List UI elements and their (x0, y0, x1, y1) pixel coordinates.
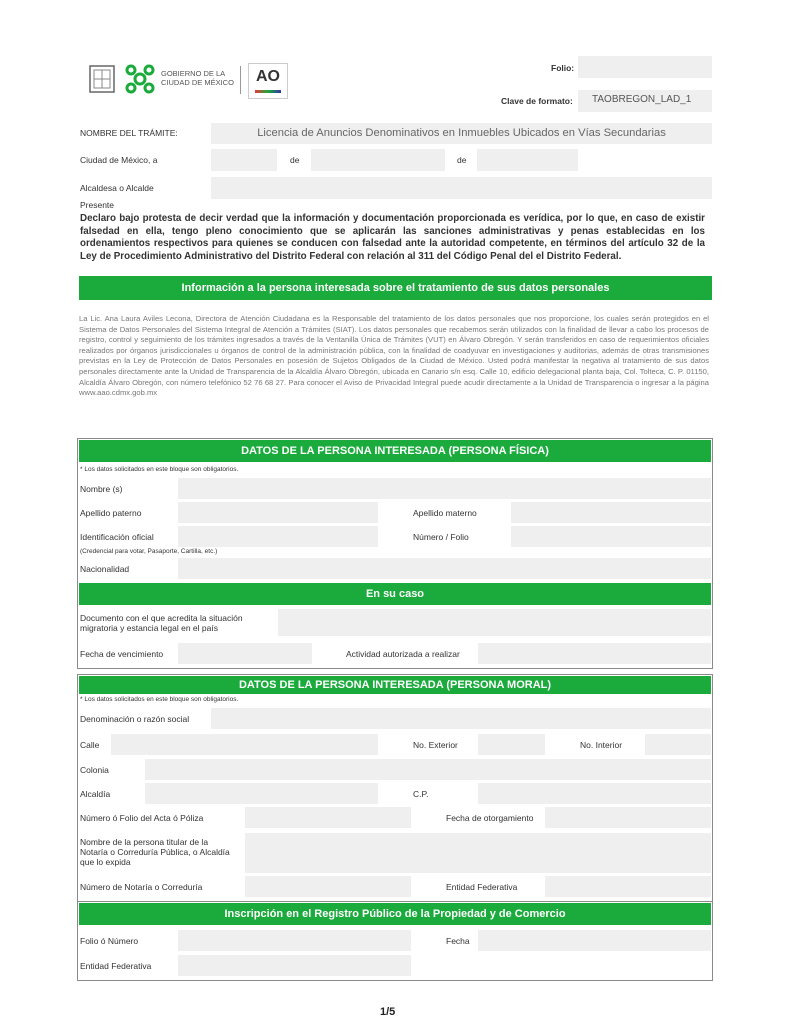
registro-folio-label: Folio ó Número (80, 936, 139, 946)
nombre-notario-field[interactable] (245, 833, 711, 873)
documento-field[interactable] (278, 609, 711, 636)
logo-text (161, 69, 234, 87)
folio-field[interactable] (578, 56, 712, 78)
dia-field[interactable] (211, 149, 277, 171)
alcaldesa-label: Alcaldesa o Alcalde (80, 183, 154, 193)
anio-field[interactable] (477, 149, 578, 171)
en-su-caso-header: En su caso (79, 583, 711, 605)
persona-moral-note: * Los datos solicitados en este bloque son obligatorios. (80, 696, 239, 703)
cdmx-coat-of-arms-icon (88, 64, 116, 94)
alcaldesa-field[interactable] (211, 177, 712, 199)
persona-fisica-note: * Los datos solicitados en este bloque son obligatorios. (80, 466, 239, 473)
calle-label: Calle (80, 740, 100, 750)
privacidad-header: Información a la persona interesada sobre el tratamiento de sus datos personales (79, 276, 712, 300)
presente-label: Presente (80, 200, 115, 210)
actividad-label: Actividad autorizada a realizar (346, 649, 460, 659)
actividad-field[interactable] (478, 643, 711, 664)
vencimiento-label: Fecha de vencimiento (80, 649, 164, 659)
de-label-2: de (457, 155, 467, 165)
numero-folio-label: Número / Folio (413, 532, 469, 542)
numero-folio-acta-field[interactable] (245, 807, 411, 828)
credencial-note: (Credencial para votar, Pasaporte, Cartilla, etc.) (80, 548, 218, 555)
vencimiento-field[interactable] (178, 643, 312, 664)
anniversary-badge-icon (248, 63, 288, 99)
colonia-field[interactable] (145, 759, 711, 780)
registro-entidad-label: Entidad Federativa (80, 961, 152, 971)
cp-label: C.P. (413, 789, 429, 799)
tramite-value: Licencia de Anuncios Denominativos en Inmuebles Ubicados en Vías Secundarias (257, 127, 666, 139)
tramite-label: NOMBRE DEL TRÁMITE: (80, 128, 178, 138)
de-label-1: de (290, 155, 300, 165)
declaracion-text: Declaro bajo protesta de decir verdad que la información y documentación proporcionada es verídica, por lo que, en caso de existir falsedad en ella, tengo pleno conocimiento que se aplicarán las sanciones administrativas y penas establecidas en los ordenamientos respectivos para quienes se conducen con falsedad ante la autoridad competente, en términos del artículo 32 de la Ley de Procedimiento Administrativo del Distrito Federal con relación al 311 del Código Penal del el Distrito Federal. (80, 213, 705, 262)
registro-header: Inscripción en el Registro Público de la Propiedad y de Comercio (79, 903, 711, 925)
denominacion-field[interactable] (211, 708, 711, 729)
alcaldia-label: Alcaldía (80, 789, 111, 799)
apellido-materno-label: Apellido materno (413, 508, 477, 518)
ciudad-label: Ciudad de México, a (80, 155, 158, 165)
clave-field[interactable] (578, 90, 712, 112)
cdmx-flower-logo-icon (124, 62, 156, 96)
logo-text-line1: GOBIERNO DE LA (161, 69, 226, 78)
persona-fisica-header: DATOS DE LA PERSONA INTERESADA (PERSONA FÍSICA) (79, 440, 711, 462)
identificacion-label: Identificación oficial (80, 532, 154, 542)
registro-entidad-field[interactable] (178, 955, 411, 976)
clave-value: TAOBREGON_LAD_1 (592, 94, 692, 105)
no-interior-label: No. Interior (580, 740, 623, 750)
no-exterior-field[interactable] (478, 734, 545, 755)
fecha-otorgamiento-field[interactable] (545, 807, 711, 828)
apellido-paterno-label: Apellido paterno (80, 508, 142, 518)
folio-label: Folio: (551, 63, 575, 73)
nombre-field[interactable] (178, 478, 711, 499)
alcaldia-field[interactable] (145, 783, 378, 804)
registro-fecha-field[interactable] (478, 930, 711, 951)
numero-folio-acta-label: Número ó Folio del Acta ó Póliza (80, 813, 204, 823)
privacidad-text: La Lic. Ana Laura Aviles Lecona, Directora de Atención Ciudadana es la Responsable del tratamiento de los datos personales que nos proporcione, los cuales serán protegidos en el Sistema de Datos Personales del Sistema Integral de Atención a Trámites (SIAT). Los datos personales que recabemos serán utilizados con la finalidad de llevar a cabo los procesos de registro, control y seguimiento de los trámites ingresados a través de la Ventanilla Única de Trámites (VUT) en Álvaro Obregón. Y serán transferidos en caso de requerimientos oficiales realizados por órganos jurisdiccionales u órganos de control de la administración pública, con la finalidad de coadyuvar en investigaciones y auditorias, además de otras transmisiones previstas en la Ley de Protección de Datos Personales en posesión de Sujetos Obligados de la Ciudad de México. Usted podrá manifestar la negativa al tratamiento de sus datos personales directamente ante la Unidad de Transparencia de la Alcaldía Álvaro Obregón, ubicada en Canario s/n esq. Calle 10, edificio delegacional planta baja, Col. Tolteca, C. P. 01150, Alcaldía Álvaro Obregón, con número telefónico 52 76 68 27. Para conocer el Aviso de Privacidad Integral puede acudir directamente a la Unidad de Transparencia o ingresar a la página www.aao.cdmx.gob.mx (79, 314, 709, 398)
fecha-otorgamiento-label: Fecha de otorgamiento (446, 813, 534, 823)
clave-label: Clave de formato: (501, 96, 573, 106)
mes-field[interactable] (311, 149, 445, 171)
registro-fecha-label: Fecha (446, 936, 470, 946)
tramite-field[interactable] (211, 123, 712, 144)
page-number: 1/5 (380, 1006, 396, 1018)
apellido-materno-field[interactable] (511, 502, 711, 523)
no-exterior-label: No. Exterior (413, 740, 458, 750)
nacionalidad-field[interactable] (178, 558, 711, 579)
numero-notaria-field[interactable] (245, 876, 411, 897)
entidad-federativa-field[interactable] (545, 876, 711, 897)
colonia-label: Colonia (80, 765, 109, 775)
numero-notaria-label: Número de Notaría o Correduría (80, 882, 203, 892)
no-interior-field[interactable] (645, 734, 711, 755)
logo-divider (240, 66, 241, 94)
nacionalidad-label: Nacionalidad (80, 564, 130, 574)
anniversary-badge-text: AO (256, 68, 280, 85)
registro-folio-field[interactable] (178, 930, 411, 951)
persona-moral-header: DATOS DE LA PERSONA INTERESADA (PERSONA MORAL) (79, 676, 711, 694)
entidad-federativa-label: Entidad Federativa (446, 882, 518, 892)
cp-field[interactable] (478, 783, 711, 804)
nombre-notario-label: Nombre de la persona titular de la Notaría o Correduría Pública, o Alcaldía que lo expida (80, 837, 230, 867)
calle-field[interactable] (111, 734, 378, 755)
apellido-paterno-field[interactable] (178, 502, 378, 523)
logo-text-line2: CIUDAD DE MÉXICO (161, 78, 234, 87)
identificacion-field[interactable] (178, 526, 378, 547)
numero-folio-field[interactable] (511, 526, 711, 547)
denominacion-label: Denominación o razón social (80, 714, 190, 724)
documento-label: Documento con el que acredita la situación migratoria y estancia legal en el país (80, 613, 243, 633)
nombre-label: Nombre (s) (80, 484, 123, 494)
